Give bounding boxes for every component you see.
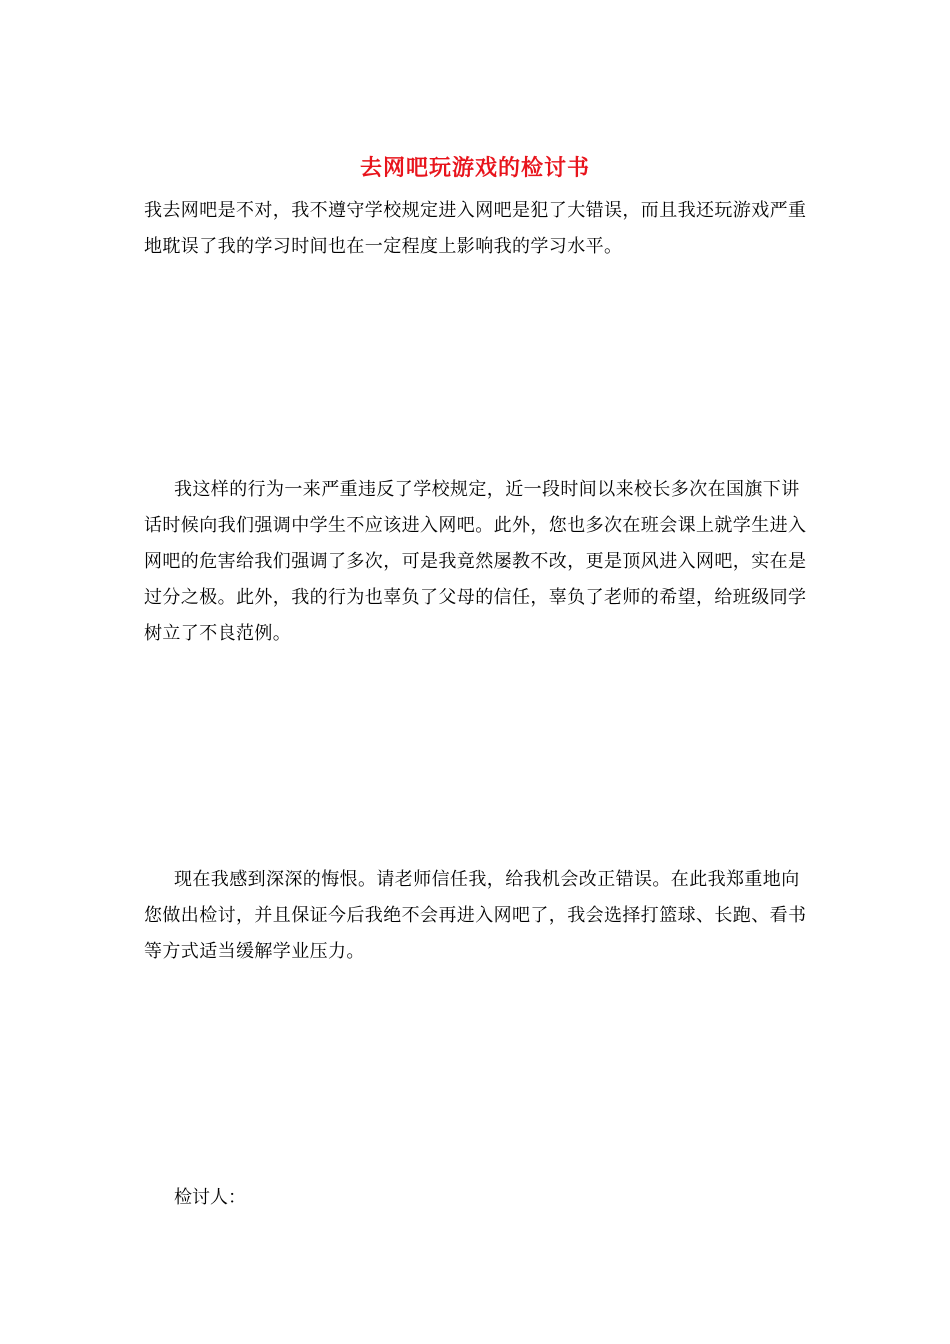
signature-label: 检讨人： <box>174 1187 246 1208</box>
paragraph-3: 现在我感到深深的悔恨。请老师信任我，给我机会改正错误。在此我郑重地向您做出检讨，并且保证今后我绝不会再进入网吧了，我会选择打篮球、长跑、看书等方式适当缓解学业压力。 <box>144 869 807 962</box>
paragraph-1: 我去网吧是不对，我不遵守学校规定进入网吧是犯了大错误，而且我还玩游戏严重地耽误了我的学习时间也在一定程度上影响我的学习水平。 <box>144 200 807 257</box>
document-title: 去网吧玩游戏的检讨书 <box>359 155 590 181</box>
paragraph-2: 我这样的行为一来严重违反了学校规定，近一段时间以来校长多次在国旗下讲话时候向我们强调中学生不应该进入网吧。此外，您也多次在班会课上就学生进入网吧的危害给我们强调了多次，可是我竟然屡教不改，更是顶风进入网吧，实在是过分之极。此外，我的行为也辜负了父母的信任，辜负了老师的希望，给班级同学树立了不良范例。 <box>144 479 807 644</box>
